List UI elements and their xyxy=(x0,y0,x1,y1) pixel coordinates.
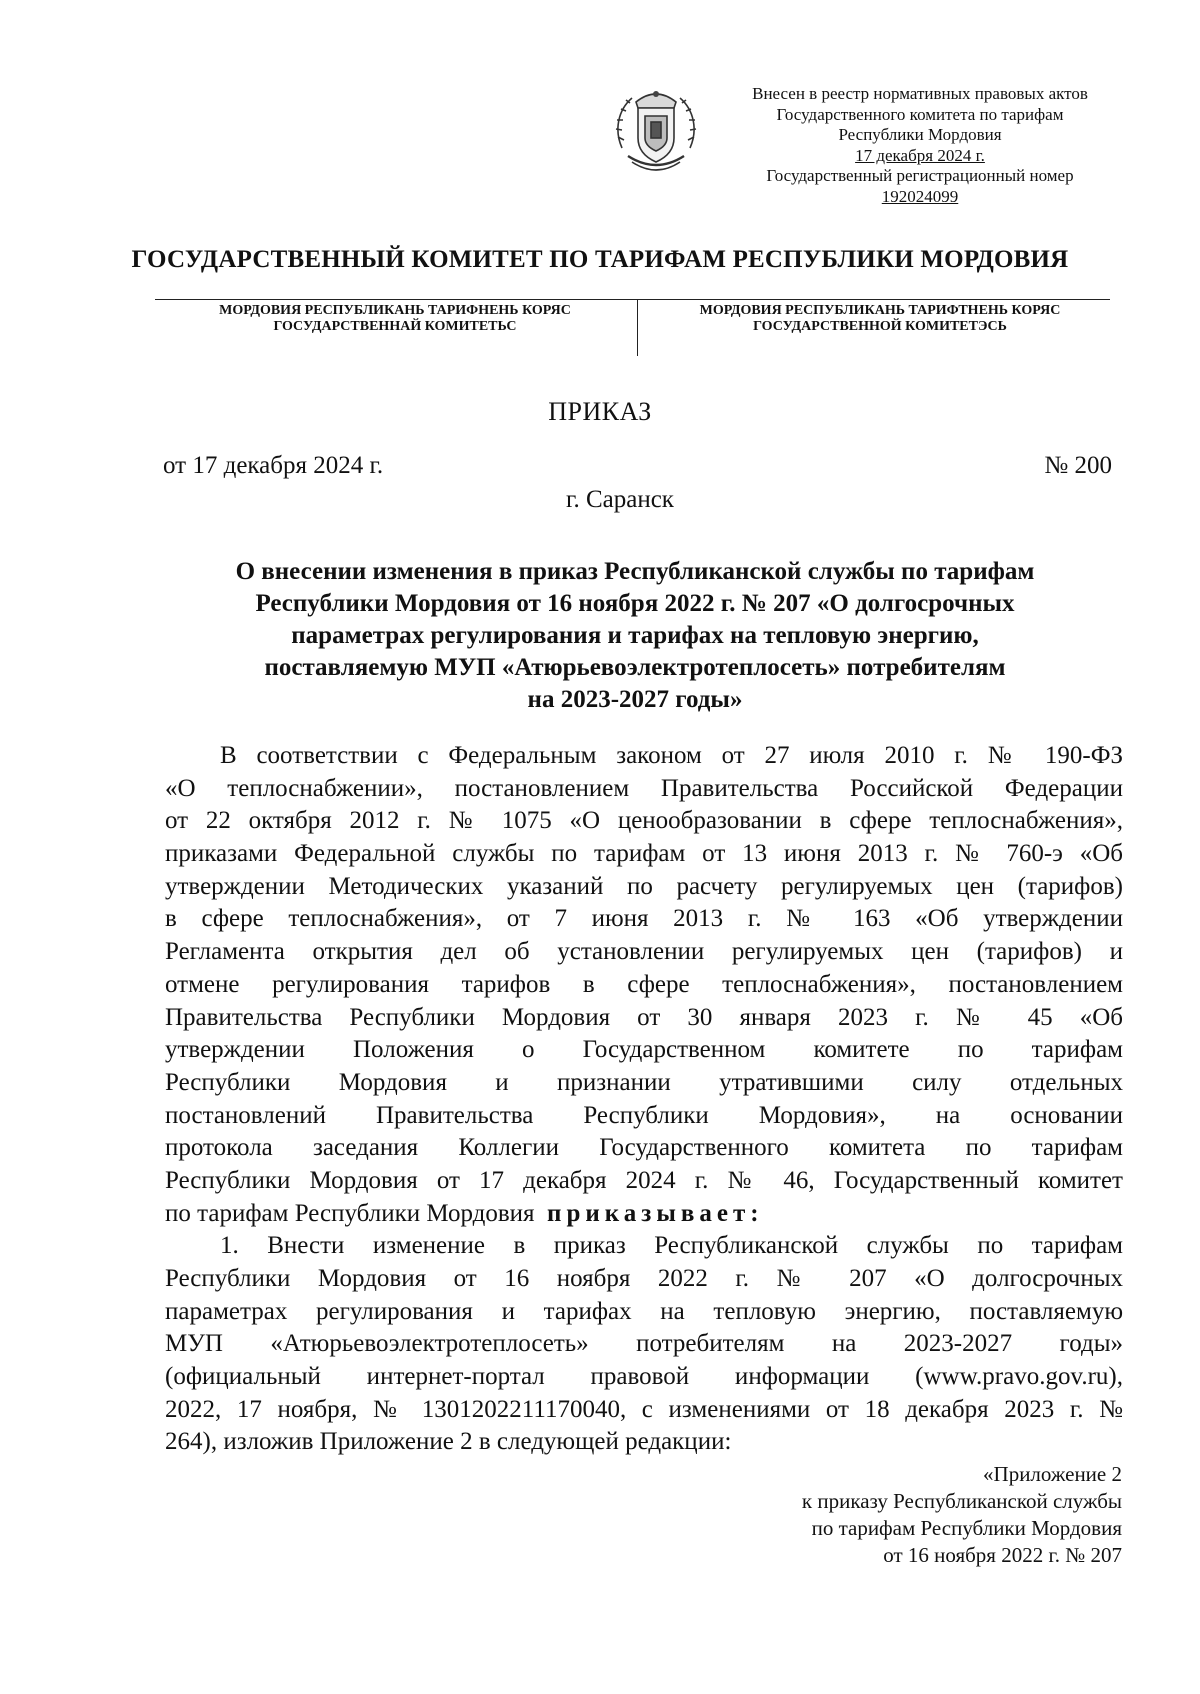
registry-number: 192024099 xyxy=(881,186,959,206)
registry-line: Государственный регистрационный номер xyxy=(766,166,1074,185)
committee-name-line: ГОСУДАРСТВЕННОЙ КОМИТЕТЭСЬ xyxy=(753,319,1007,334)
body-line: «О теплоснабжении», постановлением Правительства Российской Федерации xyxy=(165,774,1123,802)
header-vertical-divider xyxy=(637,300,638,356)
document-city: г. Саранск xyxy=(566,486,674,513)
body-line: МУП «Атюрьевоэлектротеплосеть» потребителям на 2023-2027 годы» xyxy=(165,1330,1123,1358)
subject-line: Республики Мордовия от 16 ноября 2022 г. № 207 «О долгосрочных xyxy=(255,590,1015,617)
body-line: утверждении Методических указаний по расчету регулируемых цен (тарифов) xyxy=(165,872,1123,900)
committee-name-right xyxy=(645,303,1115,335)
registry-date: 17 декабря 2024 г. xyxy=(855,145,985,165)
document-number: № 200 xyxy=(1044,452,1112,479)
appendix-line: по тарифам Республики Мордовия xyxy=(811,1516,1122,1540)
subject-line: поставляемую МУП «Атюрьевоэлектротеплосеть» потребителям xyxy=(264,654,1006,681)
orders-word: приказывает: xyxy=(547,1199,764,1227)
preamble-last-text: по тарифам Республики Мордовия xyxy=(165,1199,535,1227)
document-body xyxy=(165,740,1123,1459)
registry-stamp xyxy=(730,84,1110,207)
body-line: 1. Внести изменение в приказ Республиканской службы по тарифам xyxy=(220,1232,1123,1260)
body-line: в сфере теплоснабжения», от 7 июня 2013 г. № 163 «Об утверждении xyxy=(165,905,1123,933)
appendix-reference xyxy=(802,1461,1122,1569)
body-line: 2022, 17 ноября, № 1301202211170040, с изменениями от 18 декабря 2023 г. № xyxy=(165,1395,1123,1423)
registry-line: Внесен в реестр нормативных правовых актов xyxy=(752,84,1088,103)
body-line: 264), изложив Приложение 2 в следующей редакции: xyxy=(165,1428,732,1456)
committee-name-line: МОРДОВИЯ РЕСПУБЛИКАНЬ ТАРИФТНЕНЬ КОРЯС xyxy=(699,303,1061,318)
body-line: Республики Мордовия от 16 ноября 2022 г. № 207 «О долгосрочных xyxy=(165,1265,1123,1292)
committee-name-line: МОРДОВИЯ РЕСПУБЛИКАНЬ ТАРИФНЕНЬ КОРЯС xyxy=(219,303,571,318)
document-subject xyxy=(150,556,1120,716)
mordovia-coat-of-arms-icon xyxy=(608,82,704,178)
registry-line: Республики Мордовия xyxy=(838,125,1002,144)
document-date: от 17 декабря 2024 г. xyxy=(163,452,384,479)
body-line xyxy=(165,1198,1123,1231)
body-line: (официальный интернет-портал правовой информации (www.pravo.gov.ru), xyxy=(165,1363,1123,1391)
body-line: от 22 октября 2012 г. № 1075 «О ценообразовании в сфере теплоснабжения», xyxy=(165,807,1123,835)
body-line: Регламента открытия дел об установлении регулируемых цен (тарифов) и xyxy=(165,938,1123,966)
body-line: Правительства Республики Мордовия от 30 января 2023 г. № 45 «Об xyxy=(165,1003,1123,1031)
body-line: приказами Федеральной службы по тарифам от 13 июня 2013 г. № 760-э «Об xyxy=(165,840,1123,868)
body-line: утверждении Положения о Государственном комитете по тарифам xyxy=(165,1036,1123,1064)
registry-line: Государственного комитета по тарифам xyxy=(776,104,1064,124)
subject-line: параметрах регулирования и тарифах на тепловую энергию, xyxy=(291,622,979,649)
appendix-line: от 16 ноября 2022 г. № 207 xyxy=(883,1543,1122,1567)
committee-name-left xyxy=(160,303,630,335)
body-line: Республики Мордовия от 17 декабря 2024 г. № 46, Государственный комитет xyxy=(165,1166,1123,1194)
body-line: В соответствии с Федеральным законом от 27 июля 2010 г. № 190-ФЗ xyxy=(220,742,1123,769)
body-line: параметрах регулирования и тарифах на тепловую энергию, поставляемую xyxy=(165,1297,1123,1325)
document-type: ПРИКАЗ xyxy=(548,397,652,426)
body-line: Республики Мордовия и признании утратившими силу отдельных xyxy=(165,1068,1123,1096)
body-line: отмене регулирования тарифов в сфере теплоснабжения», постановлением xyxy=(165,970,1123,998)
subject-line: О внесении изменения в приказ Республиканской службы по тарифам xyxy=(235,558,1035,585)
body-line: протокола заседания Коллегии Государственного комитета по тарифам xyxy=(165,1134,1123,1162)
committee-title: ГОСУДАРСТВЕННЫЙ КОМИТЕТ ПО ТАРИФАМ РЕСПУБЛИКИ МОРДОВИЯ xyxy=(131,246,1069,273)
body-line: постановлений Правительства Республики Мордовия», на основании xyxy=(165,1101,1123,1129)
committee-name-line: ГОСУДАРСТВЕННАЙ КОМИТЕТЬС xyxy=(273,319,517,334)
appendix-line: «Приложение 2 xyxy=(983,1462,1122,1486)
subject-line: на 2023-2027 годы» xyxy=(527,686,743,713)
appendix-line: к приказу Республиканской службы xyxy=(801,1489,1122,1513)
header-divider xyxy=(155,299,1110,300)
